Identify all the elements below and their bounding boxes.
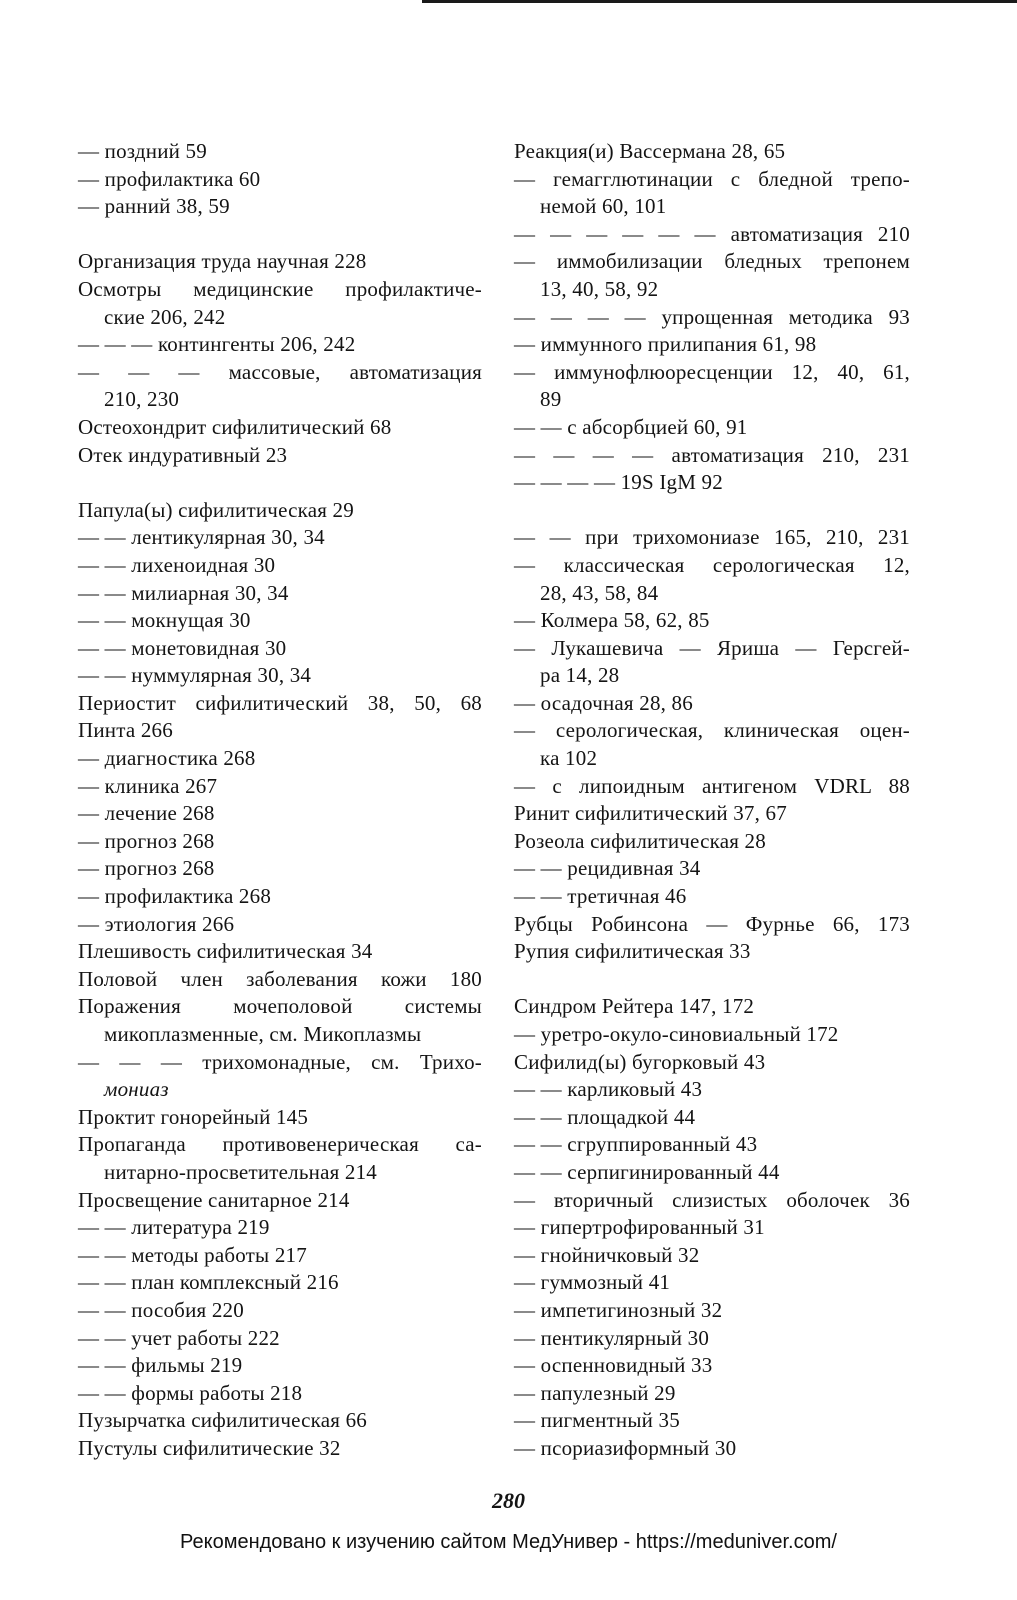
page-number: 280: [492, 1488, 525, 1513]
index-entry: Ринит сифилитический 37, 67: [514, 801, 787, 826]
index-entry: — с липоидным антигеном VDRL 88: [514, 773, 910, 798]
index-entry: — иммобилизации бледных трепонем: [514, 249, 910, 274]
index-entry: — пентикулярный 30: [514, 1325, 710, 1350]
index-spacer: [514, 497, 910, 525]
index-entry: — прогноз 268: [78, 856, 215, 881]
index-entry: Поражения мочеполовой системы: [78, 994, 482, 1019]
index-entry: — иммунофлюоресценции 12, 40, 61,: [514, 359, 910, 384]
index-entry: 210, 230: [104, 387, 180, 412]
index-entry: — — методы работы 217: [78, 1242, 307, 1267]
index-entry: — — мокнущая 30: [78, 608, 251, 633]
index-entry: — лечение 268: [78, 801, 215, 826]
index-spacer: [78, 221, 482, 249]
index-entry: Сифилид(ы) бугорковый 43: [514, 1049, 766, 1074]
index-entry: — импетигинозный 32: [514, 1297, 723, 1322]
index-entry: Рупия сифилитическая 33: [514, 939, 751, 964]
index-entry: — профилактика 60: [78, 166, 261, 191]
index-column-right: [514, 138, 910, 1463]
index-entry: — гуммозный 41: [514, 1270, 671, 1295]
index-entry: Проктит гонорейный 145: [78, 1104, 309, 1129]
index-entry: Пустулы сифилитические 32: [78, 1435, 341, 1460]
index-entry: немой 60, 101: [540, 194, 667, 219]
index-entry: ра 14, 28: [540, 663, 620, 688]
index-entry: — — лихеноидная 30: [78, 552, 276, 577]
index-entry: Периостит сифилитический 38, 50, 68: [78, 690, 482, 715]
index-entry: — уретро-окуло-синовиальный 172: [514, 1022, 839, 1046]
index-entry: — поздний 59: [78, 139, 207, 163]
index-entry: Пузырчатка сифилитическая 66: [78, 1408, 367, 1433]
index-entry: — — — — 19S IgM 92: [514, 470, 723, 495]
index-entry-italic-text: мониаз: [104, 1077, 169, 1102]
index-spacer: [78, 469, 482, 497]
index-entry: — — — трихомонадные, см. Трихо-: [78, 1049, 482, 1074]
index-entry: ские 206, 242: [104, 304, 226, 329]
index-entry: — классическая серологическая 12,: [514, 552, 910, 577]
index-entry: — вторичный слизистых оболочек 36: [514, 1187, 910, 1212]
index-entry: — профилактика 268: [78, 884, 272, 909]
index-entry: — псориазиформный 30: [514, 1435, 737, 1460]
index-entry: — — формы работы 218: [78, 1380, 303, 1405]
index-entry: 28, 43, 58, 84: [540, 580, 659, 605]
index-entry: — — с абсорбцией 60, 91: [514, 414, 748, 439]
index-column-left: [78, 138, 482, 1463]
index-entry: — — — — — — автоматизация 210: [514, 221, 910, 246]
index-entry: — — учет работы 222: [78, 1325, 280, 1350]
index-entry: — этиология 266: [78, 911, 235, 936]
index-entry: 13, 40, 58, 92: [540, 276, 659, 301]
index-entry: — — пособия 220: [78, 1297, 244, 1322]
index-entry: микоплазменные, см. Микоплазмы: [104, 1022, 422, 1046]
index-entry: — — серпигинированный 44: [514, 1159, 780, 1184]
index-entry: Пропаганда противовенерическая са-: [78, 1132, 482, 1157]
index-entry: — осадочная 28, 86: [514, 690, 693, 715]
index-entry: — диагностика 268: [78, 746, 256, 771]
index-entry: — — рецидивная 34: [514, 856, 701, 881]
index-entry: — — план комплексный 216: [78, 1270, 339, 1295]
index-entry: — гипертрофированный 31: [514, 1215, 765, 1240]
index-entry: — — — массовые, автоматизация: [78, 359, 482, 384]
index-entry: Организация труда научная 228: [78, 249, 367, 274]
index-entry: — — карликовый 43: [514, 1077, 703, 1102]
index-entry: 89: [540, 387, 562, 412]
index-entry: Пинта 266: [78, 718, 173, 743]
index-entry: Реакция(и) Вассермана 28, 65: [514, 139, 786, 163]
index-entry: Отек индуративный 23: [78, 442, 288, 467]
index-entry: — — третичная 46: [514, 884, 687, 909]
index-entry: — — милиарная 30, 34: [78, 580, 289, 605]
index-entry: Розеола сифилитическая 28: [514, 828, 766, 853]
index-entry: [78, 1076, 482, 1104]
index-entry: — Лукашевича — Яриша — Герсгей-: [514, 635, 910, 660]
index-entry: — — — — упрощенная методика 93: [514, 304, 910, 329]
index-entry: — Колмера 58, 62, 85: [514, 608, 710, 633]
index-entry: Просвещение санитарное 214: [78, 1187, 350, 1212]
footer-watermark: Рекомендовано к изучению сайтом МедУнивер - https://meduniver.com/: [180, 1531, 837, 1553]
index-entry: — — монетовидная 30: [78, 635, 287, 660]
index-entry: — — площадкой 44: [514, 1104, 696, 1129]
index-entry: — гемагглютинации с бледной трепо-: [514, 166, 910, 191]
index-entry: — гнойничковый 32: [514, 1242, 700, 1267]
index-entry: — серологическая, клиническая оцен-: [514, 718, 910, 743]
index-entry: Половой член заболевания кожи 180: [78, 966, 482, 991]
index-entry: Плешивость сифилитическая 34: [78, 939, 373, 964]
index-spacer: [514, 966, 910, 994]
index-entry: — — при трихомониазе 165, 210, 231: [514, 525, 910, 550]
index-entry: — — — контингенты 206, 242: [78, 332, 356, 357]
index-entry: — клиника 267: [78, 773, 218, 798]
index-entry: Остеохондрит сифилитический 68: [78, 414, 392, 439]
index-entry: — — нуммулярная 30, 34: [78, 663, 312, 688]
index-entry: — папулезный 29: [514, 1380, 676, 1405]
index-entry: — — — — автоматизация 210, 231: [514, 442, 910, 467]
index-entry: нитарно-просветительная 214: [104, 1159, 377, 1184]
index-entry: — ранний 38, 59: [78, 194, 230, 219]
index-entry: Синдром Рейтера 147, 172: [514, 994, 755, 1019]
top-border-rule: [422, 0, 1017, 3]
index-entry: — — сгруппированный 43: [514, 1132, 758, 1157]
index-entry: Осмотры медицинские профилактиче-: [78, 276, 482, 301]
index-entry: Папула(ы) сифилитическая 29: [78, 497, 354, 522]
index-entry: Рубцы Робинсона — Фурнье 66, 173: [514, 911, 910, 936]
index-entry: — — лентикулярная 30, 34: [78, 525, 325, 550]
index-entry: — иммунного прилипания 61, 98: [514, 332, 817, 357]
index-entry: — — литература 219: [78, 1215, 270, 1240]
index-entry: — пигментный 35: [514, 1408, 680, 1433]
index-entry: — прогноз 268: [78, 828, 215, 853]
index-entry: — — фильмы 219: [78, 1353, 243, 1378]
index-entry: — оспенновидный 33: [514, 1353, 713, 1378]
index-entry: ка 102: [540, 746, 598, 771]
